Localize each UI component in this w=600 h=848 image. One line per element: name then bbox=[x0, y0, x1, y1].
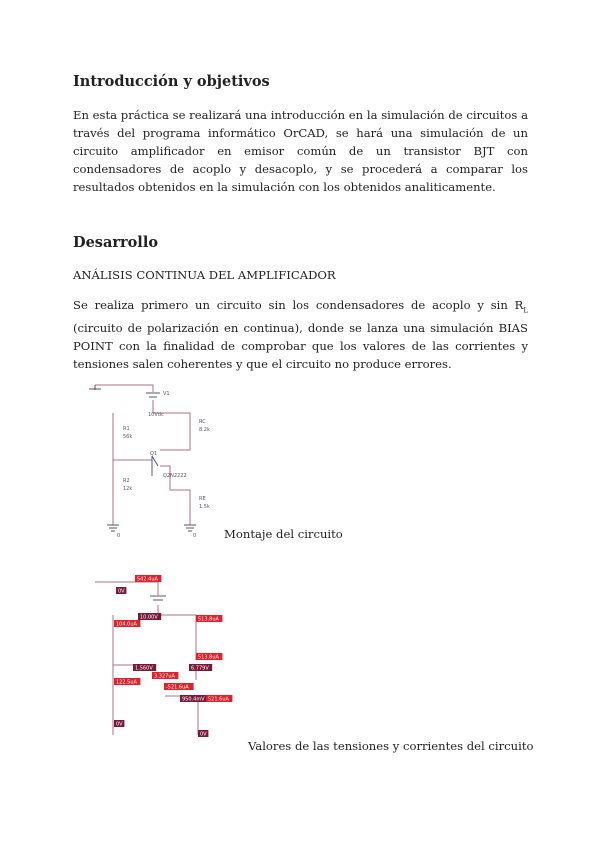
value-tag: -521.6uA bbox=[166, 684, 189, 691]
intro-paragraph: En esta práctica se realizará una introducción en la simulación de circuitos a través del programa informático OrCAD, se hará una simulación de un circuito amplificador en emisor común de un transistor BJT con condensadores de acoplo y desacoplo, y se procederá a comparar los resultados obtenidos en la simulación con los obtenidos analiticamente. bbox=[73, 108, 528, 194]
value-tag: 1.560V bbox=[135, 665, 153, 672]
label: 10Vdc bbox=[148, 412, 164, 418]
value-tag: 513.8uA bbox=[198, 654, 219, 661]
label: 1.5k bbox=[199, 504, 210, 510]
label: V1 bbox=[163, 391, 170, 397]
value-tag: 104.0uA bbox=[116, 621, 137, 628]
value-tag: 122.5uA bbox=[116, 679, 137, 686]
section-title-desarrollo: Desarrollo bbox=[73, 234, 158, 251]
label: Q1 bbox=[150, 451, 158, 457]
label: Q2N2222 bbox=[163, 473, 187, 479]
desarrollo-paragraph bbox=[73, 296, 528, 373]
label: RC bbox=[199, 419, 206, 425]
label: R2 bbox=[123, 478, 130, 484]
value-tag: 0V bbox=[116, 721, 123, 728]
label: 56k bbox=[123, 434, 133, 440]
label: R1 bbox=[123, 426, 130, 432]
label: 8.2k bbox=[199, 427, 210, 433]
value-tag: 3.327uA bbox=[154, 673, 175, 680]
figure-caption: Montaje del circuito bbox=[224, 527, 343, 541]
label: 0 bbox=[117, 533, 121, 539]
value-tag: 0V bbox=[118, 588, 125, 595]
value-tag: 10.00V bbox=[140, 614, 158, 621]
label: RE bbox=[199, 496, 206, 502]
value-tag: 6.779V bbox=[191, 665, 209, 672]
text: (circuito de polarización en continua), donde se lanza una simulación BIAS POINT con la finalidad de comprobar que los valores de las corrientes y tensiones salen coherentes y que el circuito no produce errores. bbox=[73, 321, 528, 372]
label: 0 bbox=[193, 533, 197, 539]
value-tag: 0V bbox=[200, 731, 207, 738]
text: Se realiza primero un circuito sin los condensadores de acoplo y sin R bbox=[73, 298, 524, 312]
value-tag: 542.4uA bbox=[137, 576, 158, 583]
figure-caption: Valores de las tensiones y corrientes del circuito bbox=[248, 739, 534, 753]
value-tag: 521.6uA bbox=[208, 696, 229, 703]
circuit-schematic bbox=[80, 380, 240, 540]
value-tag: 513.8uA bbox=[198, 616, 219, 623]
subscript: L bbox=[523, 306, 528, 315]
subsection-title: ANÁLISIS CONTINUA DEL AMPLIFICADOR bbox=[73, 268, 336, 282]
label: 12k bbox=[123, 486, 133, 492]
value-tag: 950.4mV bbox=[182, 696, 205, 703]
circuit-simulation bbox=[80, 570, 250, 750]
section-title-intro: Introducción y objetivos bbox=[73, 73, 270, 90]
